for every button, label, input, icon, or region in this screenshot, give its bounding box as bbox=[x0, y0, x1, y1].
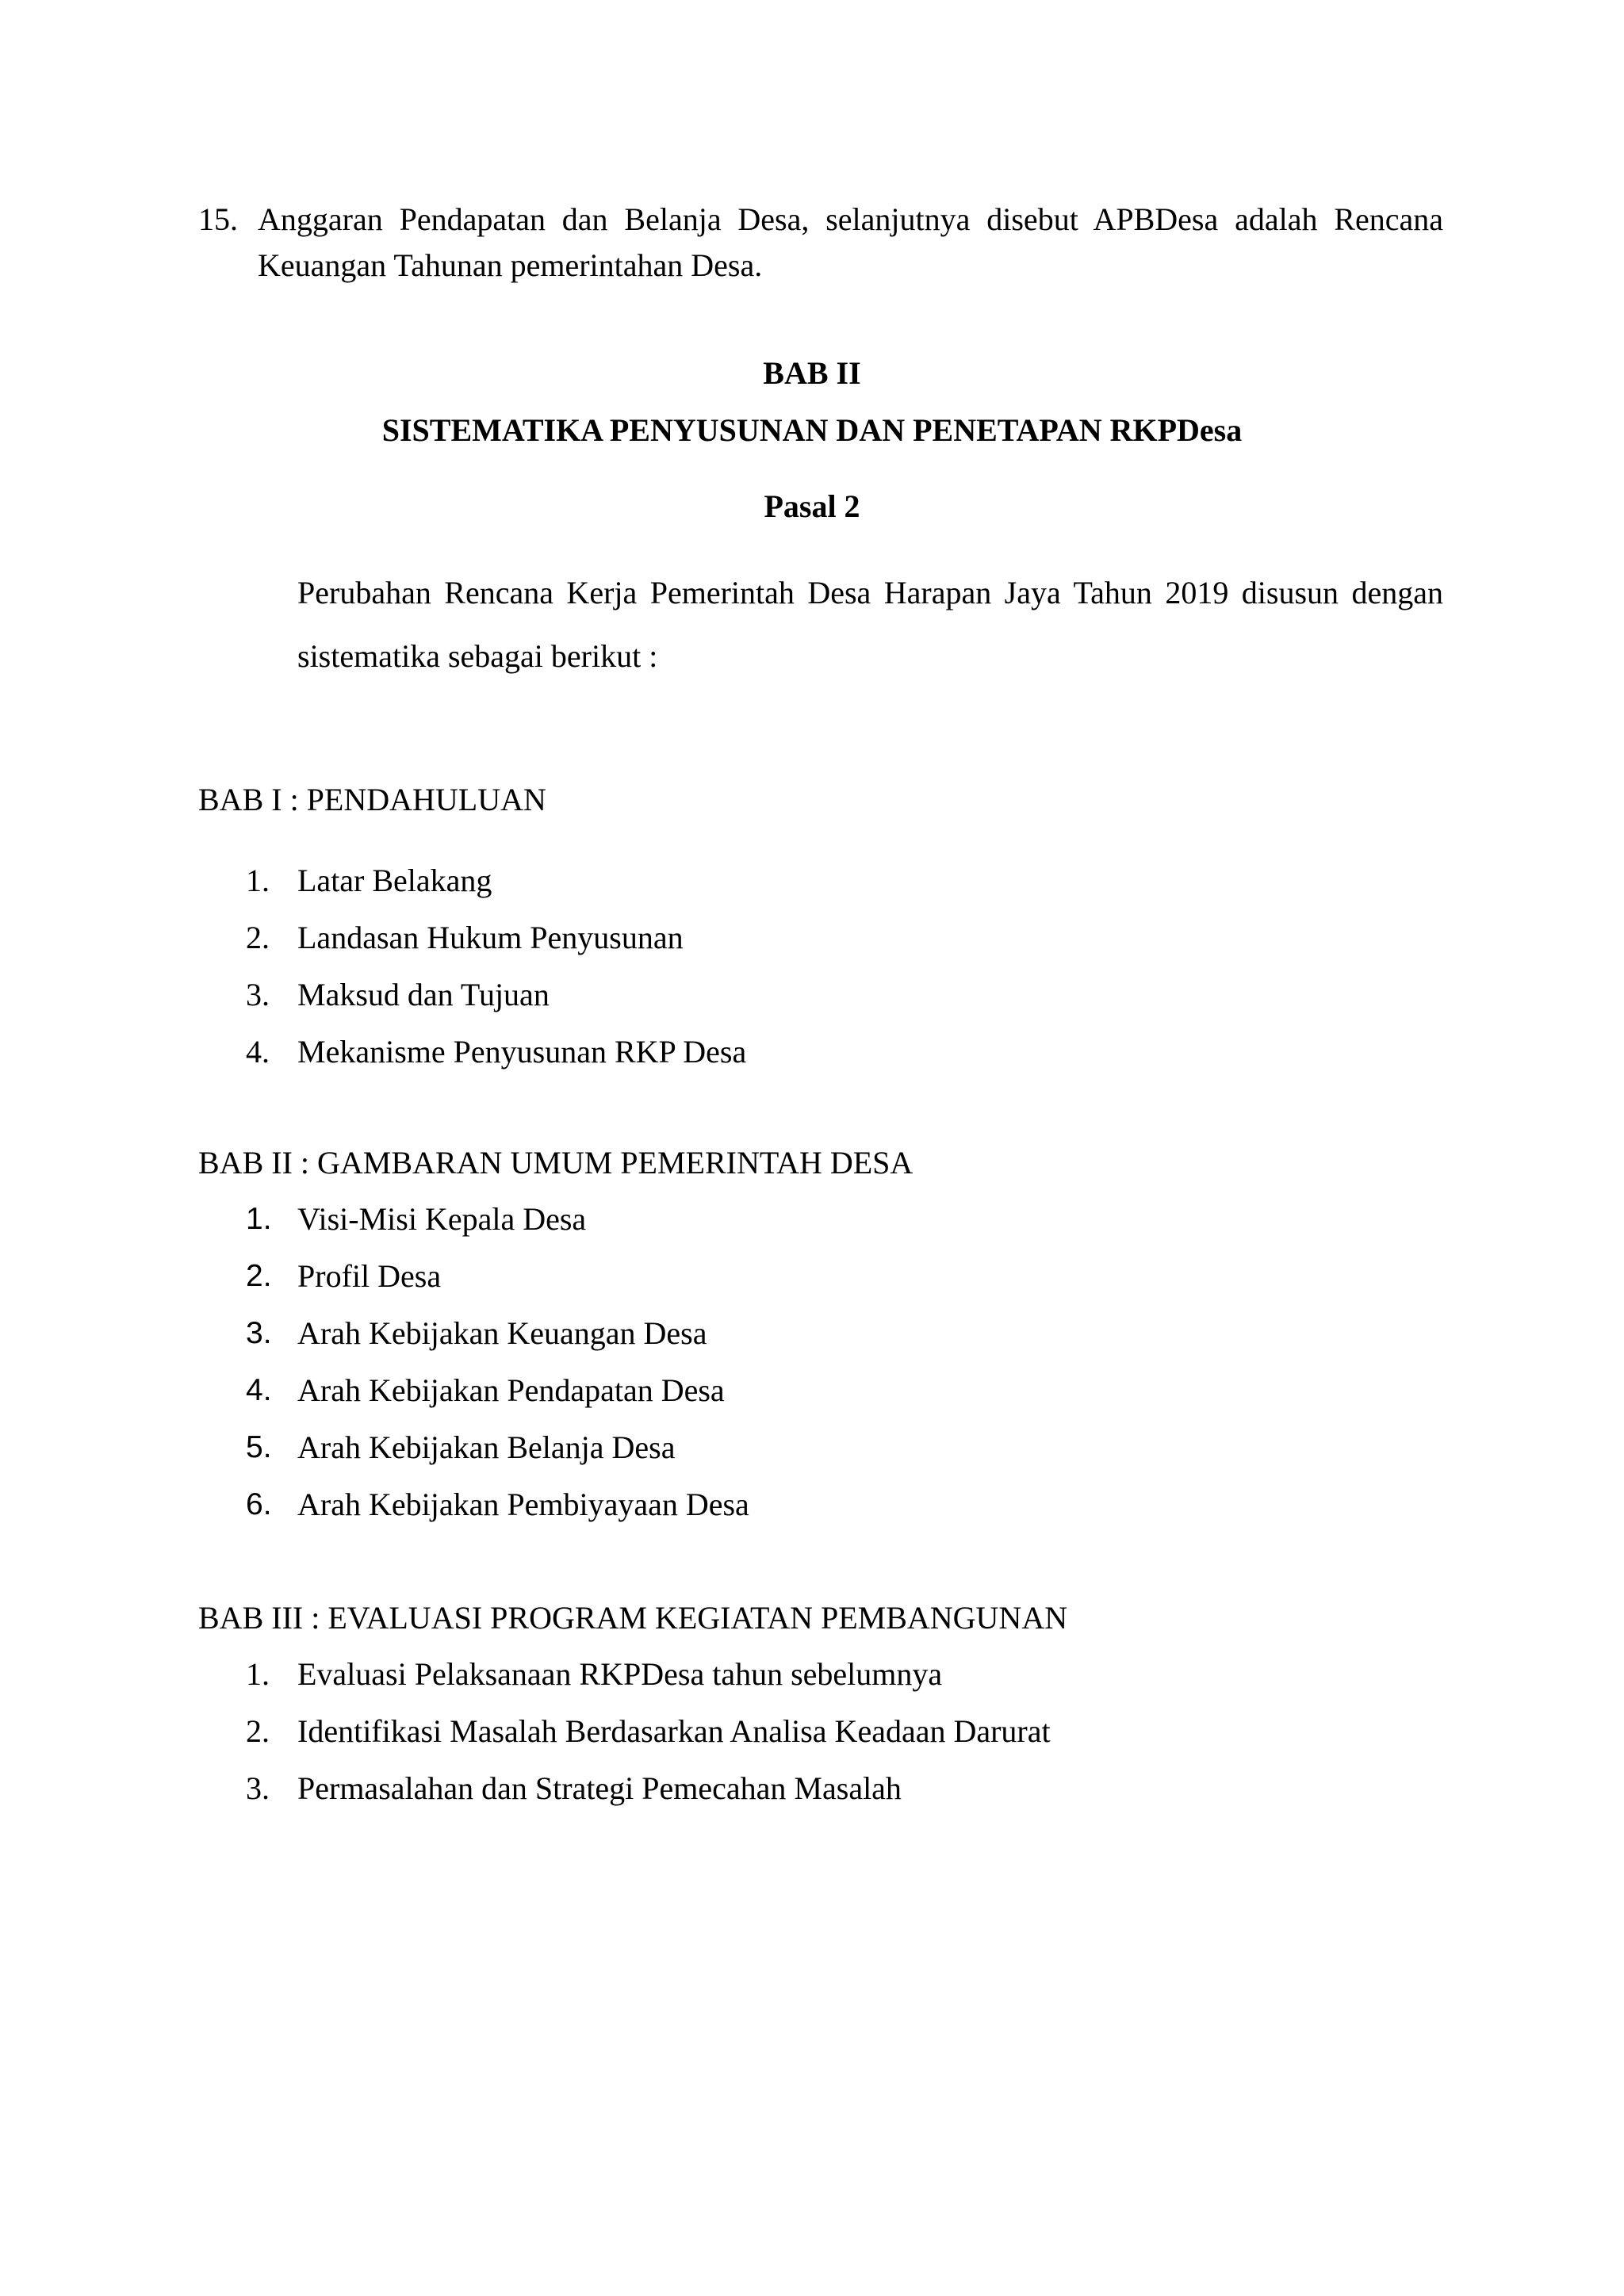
list-item-number: 1. bbox=[246, 863, 270, 898]
list-item-number: 1. bbox=[246, 1202, 272, 1236]
chapter-title: SISTEMATIKA PENYUSUNAN DAN PENETAPAN RKPDesa bbox=[381, 412, 1243, 448]
list-item bbox=[238, 1191, 1443, 1248]
list-item-text: Evaluasi Pelaksanaan RKPDesa tahun sebelumnya bbox=[297, 1656, 943, 1692]
list-item-text: Arah Kebijakan Keuangan Desa bbox=[297, 1315, 707, 1351]
list-item-text: Visi-Misi Kepala Desa bbox=[297, 1201, 587, 1237]
list-item-text: Arah Kebijakan Pendapatan Desa bbox=[297, 1372, 725, 1408]
definition-item-number: 15. bbox=[198, 201, 238, 237]
list-item-text: Latar Belakang bbox=[297, 863, 492, 898]
list-item-number: 4. bbox=[246, 1034, 270, 1070]
list-item-text: Arah Kebijakan Belanja Desa bbox=[297, 1429, 676, 1465]
list-item-number: 3. bbox=[246, 1770, 270, 1806]
article-heading: Pasal 2 bbox=[764, 488, 860, 524]
list-item bbox=[238, 1419, 1443, 1476]
section-list-bab-2 bbox=[238, 1191, 1443, 1533]
section-title-bab-3: BAB III : EVALUASI PROGRAM KEGIATAN PEMBANGUNAN bbox=[198, 1600, 1068, 1636]
list-item bbox=[238, 1476, 1443, 1533]
list-item bbox=[238, 1362, 1443, 1419]
list-item-text: Permasalahan dan Strategi Pemecahan Masalah bbox=[297, 1770, 902, 1806]
list-item-text: Profil Desa bbox=[297, 1258, 442, 1294]
chapter-label: BAB II bbox=[763, 355, 861, 391]
list-item-number: 3. bbox=[246, 1316, 272, 1350]
list-item-text: Landasan Hukum Penyusunan bbox=[297, 920, 684, 955]
list-item bbox=[238, 1646, 1443, 1703]
list-item bbox=[238, 1305, 1443, 1362]
list-item-number: 3. bbox=[246, 977, 270, 1012]
section-title-bab-1: BAB I : PENDAHULUAN bbox=[198, 782, 546, 817]
list-item-number: 2. bbox=[246, 920, 270, 955]
list-item-text: Arah Kebijakan Pembiyayaan Desa bbox=[297, 1487, 749, 1522]
list-item bbox=[238, 1024, 1443, 1081]
list-item bbox=[238, 852, 1443, 909]
list-item bbox=[238, 1248, 1443, 1305]
list-item-number: 4. bbox=[246, 1373, 272, 1407]
list-item-number: 2. bbox=[246, 1713, 270, 1749]
intro-paragraph: Perubahan Rencana Kerja Pemerintah Desa Harapan Jaya Tahun 2019 disusun dengan sistematika sebagai berikut : bbox=[297, 575, 1443, 674]
list-item bbox=[238, 909, 1443, 966]
list-item-number: 5. bbox=[246, 1430, 272, 1464]
section-list-bab-1 bbox=[238, 852, 1443, 1081]
list-item-text: Maksud dan Tujuan bbox=[297, 977, 550, 1012]
list-item bbox=[238, 1760, 1443, 1817]
section-title-bab-2: BAB II : GAMBARAN UMUM PEMERINTAH DESA bbox=[198, 1145, 914, 1181]
list-item-number: 1. bbox=[246, 1656, 270, 1692]
list-item bbox=[238, 966, 1443, 1024]
definition-item-15 bbox=[198, 197, 1443, 289]
list-item bbox=[238, 1703, 1443, 1760]
list-item-number: 6. bbox=[246, 1487, 272, 1521]
list-item-number: 2. bbox=[246, 1259, 272, 1293]
list-item-text: Identifikasi Masalah Berdasarkan Analisa Keadaan Darurat bbox=[297, 1713, 1051, 1749]
definition-item-text: Anggaran Pendapatan dan Belanja Desa, selanjutnya disebut APBDesa adalah Rencana Keuangan Tahunan pemerintahan Desa. bbox=[258, 201, 1443, 283]
section-list-bab-3 bbox=[238, 1646, 1443, 1817]
list-item-text: Mekanisme Penyusunan RKP Desa bbox=[297, 1034, 747, 1070]
